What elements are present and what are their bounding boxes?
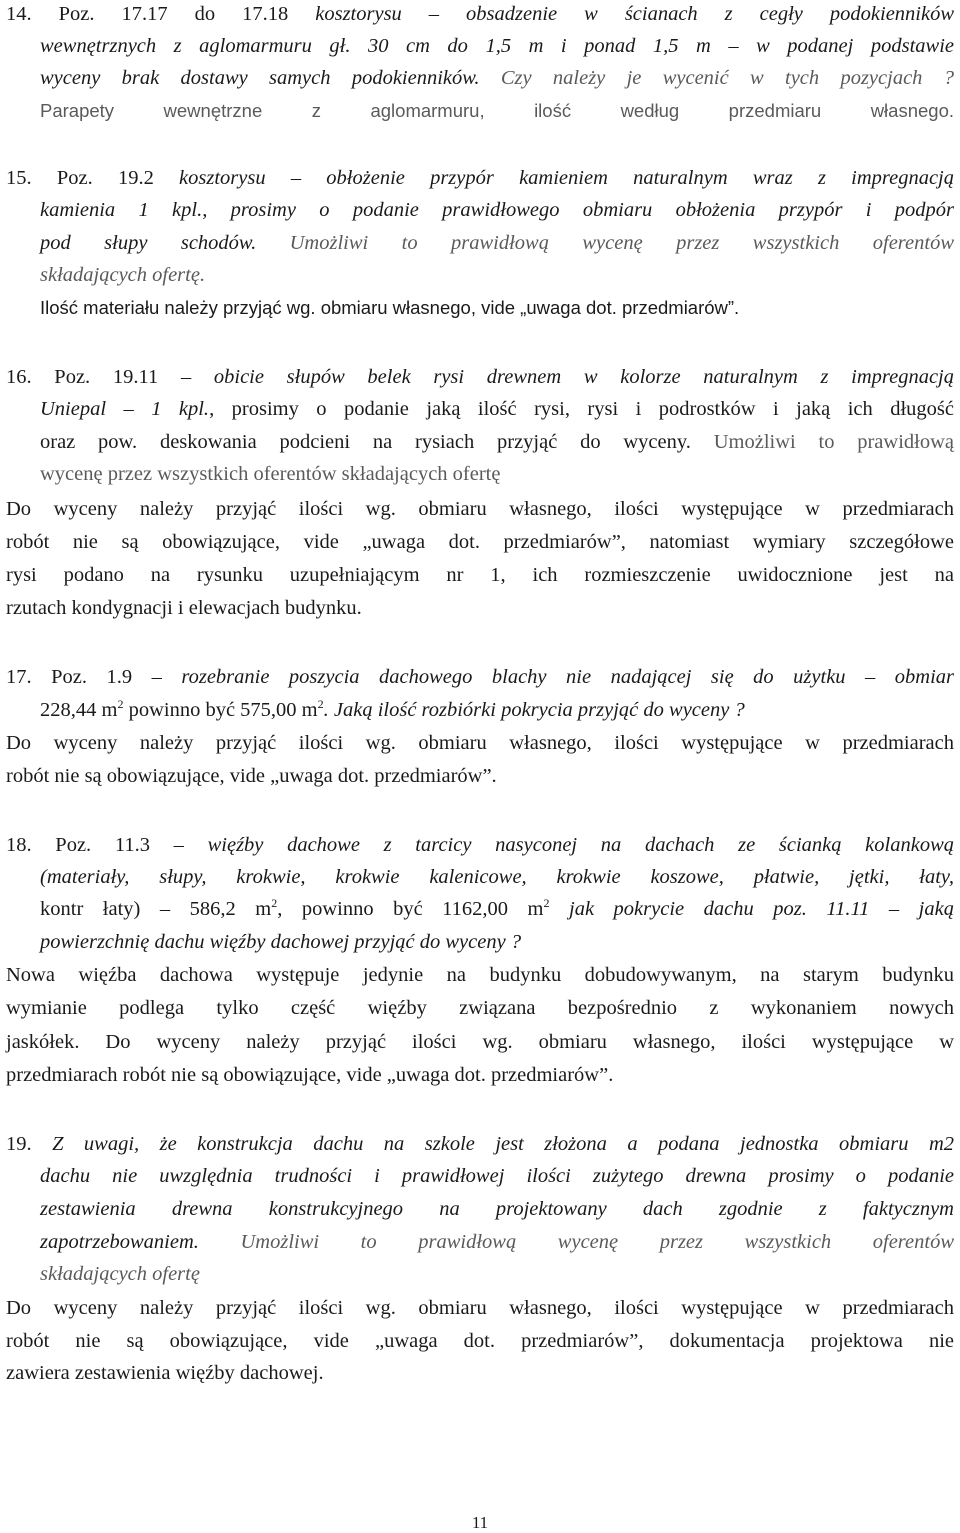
text-run: robót nie są obowiązujące, vide „uwaga dot. przedmiarów”. <box>6 765 497 787</box>
text-run: jak pokrycie dachu poz. 11.11 – jaką <box>549 898 954 920</box>
text-run: pod słupy schodów. <box>40 232 290 254</box>
question-19-line <box>6 1132 954 1157</box>
text-run: , prosimy o podanie jaką ilość rysi, rysi i podrostków i jaką ich długość <box>209 398 954 420</box>
text-run: powinno być 575,00 m <box>123 699 318 721</box>
page-number: 11 <box>471 1513 489 1532</box>
text-run: – rozebranie poszycia dachowego blachy nie nadającej się do użytku – obmiar <box>151 666 955 688</box>
question-19-line <box>6 1361 954 1386</box>
text-run: Do wyceny należy przyjąć ilości wg. obmiaru własnego, ilości występujące w przedmiarach <box>6 1297 954 1319</box>
text-run: rysi podano na rysunku uzupełniającym nr 1, ich rozmieszczenie uwidocznione jest na <box>6 564 954 586</box>
text-run: Do wyceny należy przyjąć ilości wg. obmiaru własnego, ilości występujące w przedmiarach <box>6 498 954 520</box>
text-run: Do wyceny należy przyjąć ilości wg. obmiaru własnego, ilości występujące w przedmiarach <box>6 732 954 754</box>
text-run: Ilość materiału należy przyjąć wg. obmiaru własnego, vide „uwaga dot. przedmiarów”. <box>40 297 740 318</box>
question-16-line <box>6 497 954 522</box>
text-run: kamienia 1 kpl. <box>40 199 203 221</box>
text-run: kosztorysu – obsadzenie w ścianach z cegły podokienników <box>315 3 955 25</box>
text-run: 17. Poz. 1.9 <box>6 666 152 688</box>
text-run: robót nie są obowiązujące, vide „uwaga dot. przedmiarów”, dokumentacja projektowa nie <box>6 1330 954 1352</box>
text-run: składających ofertę <box>40 1263 200 1285</box>
text-run: Czy należy je wycenić w tych pozycjach ? <box>500 67 954 89</box>
text-run: , prosimy o podanie prawidłowego obmiaru obłożenia przypór i podpór <box>202 199 954 221</box>
text-run: . Jaką ilość rozbiórki pokrycia przyjąć do wyceny ? <box>323 699 745 721</box>
question-15-line <box>40 231 954 256</box>
question-16-line <box>40 397 954 422</box>
text-run: 19. <box>6 1133 53 1155</box>
question-15-line <box>40 198 954 223</box>
question-17-line <box>6 665 954 690</box>
question-16-line <box>6 596 954 621</box>
question-17-line <box>40 698 954 723</box>
text-run: Umożliwi to prawidłową wycenę przez wszystkich oferentów <box>240 1231 954 1253</box>
text-run: Umożliwi to prawidłową <box>713 431 954 453</box>
text-run: składających ofertę. <box>40 264 206 286</box>
question-19-line <box>6 1296 954 1321</box>
text-run: Nowa więźba dachowa występuje jedynie na budynku dobudowywanym, na starym budynku <box>6 964 954 986</box>
question-19-line <box>40 1197 954 1222</box>
text-run: 228,44 m <box>40 699 118 721</box>
superscript: 2 <box>271 896 278 911</box>
text-run: robót nie są obowiązujące, vide „uwaga dot. przedmiarów”, natomiast wymiary szczegółowe <box>6 531 954 553</box>
question-19-line <box>6 1329 954 1354</box>
text-run: 18. Poz. 11.3 <box>6 834 174 856</box>
question-16-line <box>40 462 954 487</box>
question-17-line <box>6 764 954 789</box>
question-18-line <box>6 1030 954 1055</box>
superscript: 2 <box>543 896 550 911</box>
text-run: 15. Poz. 19.2 <box>6 167 180 189</box>
text-run: jaskółek. Do wyceny należy przyjąć ilości wg. obmiaru własnego, ilości występujące w <box>6 1031 954 1053</box>
question-19-line <box>40 1262 954 1287</box>
question-18-line <box>40 865 954 890</box>
text-run: zapotrzebowaniem. <box>40 1231 241 1253</box>
text-run: Z uwagi, że konstrukcja dachu na szkole jest złożona a podana jednostka obmiaru m2 <box>52 1133 954 1155</box>
question-17-line <box>6 731 954 756</box>
question-16-line <box>40 430 954 455</box>
text-run: (materiały, słupy, krokwie, krokwie kalenicowe, krokwie koszowe, płatwie, jętki, łaty, <box>40 866 954 888</box>
superscript: 2 <box>317 697 324 712</box>
text-run: 16. Poz. 19.11 <box>6 366 181 388</box>
text-run: – obicie słupów belek rysi drewnem w kolorze naturalnym z impregnacją <box>180 366 955 388</box>
question-15-line <box>6 166 954 191</box>
question-14-line <box>40 98 954 124</box>
question-18-line <box>6 833 954 858</box>
text-run: kosztorysu – obłożenie przypór kamieniem naturalnym wraz z impregnacją <box>179 167 954 189</box>
text-run: wycenę przez wszystkich oferentów składających ofertę <box>40 463 501 485</box>
question-19-line <box>40 1230 954 1255</box>
text-run: zestawienia drewna konstrukcyjnego na projektowany dach zgodnie z faktycznym <box>40 1198 954 1220</box>
question-19-line <box>40 1164 954 1189</box>
question-16-line <box>6 530 954 555</box>
question-16-line <box>6 563 954 588</box>
question-18-line <box>6 1063 954 1088</box>
question-14-line <box>6 2 954 27</box>
text-run: kontr łaty) – 586,2 m <box>40 898 272 920</box>
superscript: 2 <box>117 697 124 712</box>
text-run: Uniepal – 1 kpl. <box>40 398 210 420</box>
question-18-line <box>40 897 954 922</box>
text-run: dachu nie uwzględnia trudności i prawidłowej ilości zużytego drewna prosimy o podanie <box>40 1165 954 1187</box>
text-run: – więźby dachowe z tarcicy nasyconej na dachach ze ścianką kolankową <box>173 834 954 856</box>
text-run: powierzchnię dachu więźby dachowej przyjąć do wyceny ? <box>40 931 522 953</box>
question-15-line <box>40 295 954 321</box>
question-18-line <box>6 963 954 988</box>
text-run: rzutach kondygnacji i elewacjach budynku. <box>6 597 362 619</box>
text-run: 14. Poz. 17.17 do 17.18 <box>6 3 316 25</box>
question-15-line <box>40 263 954 288</box>
text-run: wewnętrznych z aglomarmuru gł. 30 cm do 1,5 m i ponad 1,5 m – w podanej podstawie <box>40 35 954 57</box>
question-18-line <box>40 930 954 955</box>
text-run: Parapety wewnętrzne z aglomarmuru, ilość według przedmiaru własnego. <box>40 100 954 121</box>
text-run: wymianie podlega tylko część więźby związana bezpośrednio z wykonaniem nowych <box>6 997 954 1019</box>
text-run: wyceny brak dostawy samych podokienników. <box>40 67 501 89</box>
text-run: zawiera zestawienia więźby dachowej. <box>6 1362 324 1384</box>
question-14-line <box>40 66 954 91</box>
question-14-line <box>40 34 954 59</box>
text-run: przedmiarach robót nie są obowiązujące, vide „uwaga dot. przedmiarów”. <box>6 1064 614 1086</box>
text-run: Umożliwi to prawidłową wycenę przez wszystkich oferentów <box>289 232 954 254</box>
text-run: oraz pow. deskowania podcieni na rysiach przyjąć do wyceny. <box>40 431 714 453</box>
text-run: , powinno być 1162,00 m <box>277 898 544 920</box>
question-18-line <box>6 996 954 1021</box>
question-16-line <box>6 365 954 390</box>
